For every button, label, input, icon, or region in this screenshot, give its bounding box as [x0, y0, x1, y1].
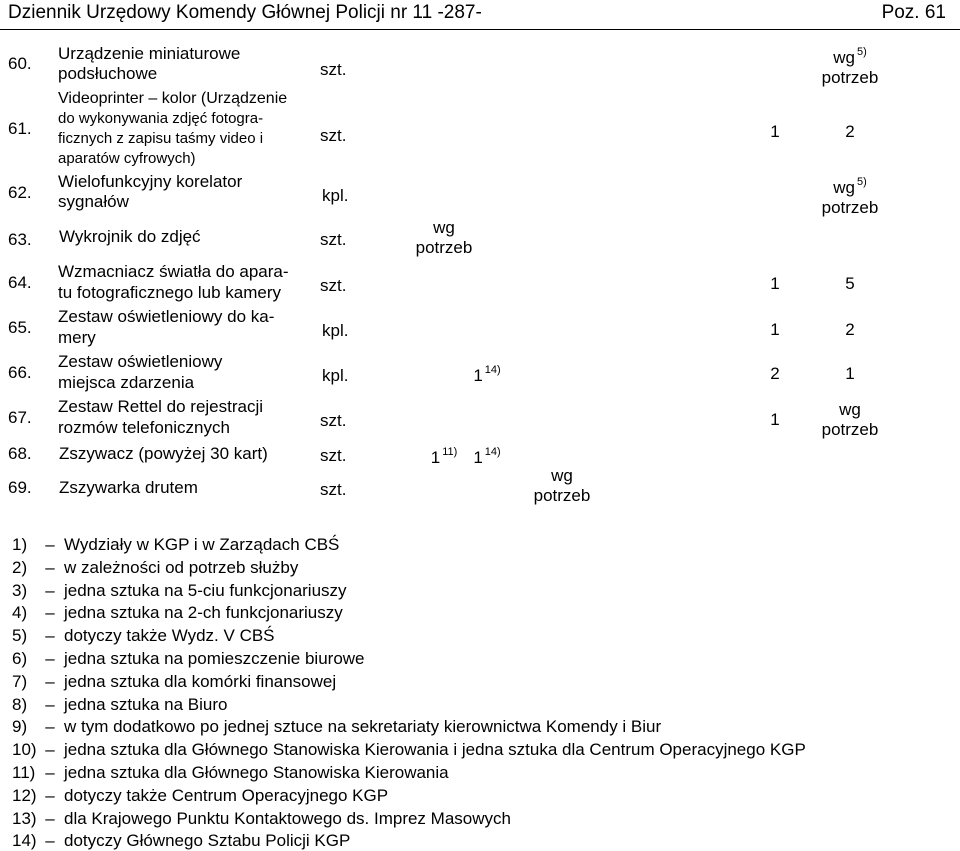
footnote-dash: – — [45, 535, 55, 554]
header-position: Poz. 61 — [881, 2, 946, 23]
footnote — [12, 558, 298, 578]
footnote-dash: – — [45, 785, 55, 805]
footnote-text: w zależności od potrzeb służby — [64, 557, 299, 577]
row-number: 68. — [8, 444, 32, 463]
quantity-value: 1 — [770, 122, 780, 141]
quantity-value: 5 — [845, 274, 855, 293]
quantity-cell — [745, 410, 805, 430]
unit-of-measure: szt. — [320, 230, 347, 249]
quantity-value: 1 — [473, 448, 483, 467]
row-number: 65. — [8, 318, 32, 337]
item-name — [58, 397, 263, 438]
row-number: 66. — [8, 363, 32, 382]
item-name — [58, 89, 287, 169]
header-title: Dziennik Urzędowy Komendy Głównej Policji nr 11 -287- — [8, 2, 482, 23]
footnote-text: dla Krajowego Punktu Kontaktowego ds. Imprez Masowych — [64, 808, 511, 828]
item-name — [59, 444, 268, 464]
footnote-dash: – — [45, 763, 55, 782]
footnote-text: jedna sztuka dla komórki finansowej — [64, 671, 337, 691]
item-name-line: do wykonywania zdjęć fotogra- — [58, 110, 264, 127]
quantity-cell — [820, 364, 880, 384]
quantity-value: 1 — [845, 364, 855, 383]
footnote — [12, 717, 661, 737]
item-name-line: podsłuchowe — [58, 64, 158, 83]
unit-of-measure: szt. — [320, 411, 347, 430]
footnote-number: 12) — [12, 785, 37, 805]
footnote-text: w tym dodatkowo po jednej sztuce na sekretariaty kierownictwa Komendy i Biur — [64, 717, 662, 737]
item-name-line: Wzmacniacz światła do apara- — [58, 262, 289, 281]
footnote-dash: – — [45, 740, 55, 760]
footnote-ref: 11) — [442, 446, 458, 458]
unit-of-measure: szt. — [320, 126, 347, 145]
footnote — [12, 626, 275, 646]
header-rule — [0, 29, 960, 30]
item-name — [58, 172, 242, 212]
item-name-line: tu fotograficznego lub kamery — [58, 283, 282, 302]
quantity-value: 1 — [770, 320, 780, 339]
footnote-text: dotyczy także Centrum Operacyjnego KGP — [64, 785, 389, 805]
footnote-number: 14) — [12, 831, 37, 851]
item-name — [58, 307, 274, 348]
footnote-dash: – — [45, 557, 55, 577]
item-name-line: aparatów cyfrowych) — [58, 150, 196, 167]
footnote-number: 5) — [12, 626, 28, 646]
quantity-value: 1 — [430, 448, 441, 467]
quantity-cell — [457, 364, 517, 386]
quantity-note: potrzeb — [821, 198, 879, 217]
page-header — [0, 0, 960, 30]
quantity-note: potrzeb — [821, 420, 879, 439]
quantity-value: 2 — [770, 364, 780, 383]
row-number: 62. — [8, 183, 32, 202]
footnote-dash: – — [45, 626, 55, 646]
footnote-text: jedna sztuka na pomieszczenie biurowe — [64, 649, 365, 668]
quantity-cell — [532, 466, 592, 506]
quantity-value: 2 — [845, 320, 855, 339]
item-name-line: Zszywarka drutem — [59, 478, 198, 497]
item-name-line: Wykrojnik do zdjęć — [59, 227, 201, 246]
item-name-line: Zestaw Rettel do rejestracji — [58, 397, 264, 416]
quantity-value: 2 — [845, 122, 855, 141]
footnote-dash: – — [45, 808, 55, 828]
quantity-cell — [820, 42, 880, 88]
quantity-value: wg — [833, 48, 855, 67]
quantity-cell — [820, 172, 880, 218]
footnote — [12, 672, 336, 692]
footnote — [12, 535, 339, 555]
quantity-note: potrzeb — [821, 68, 879, 87]
footnote-text: jedna sztuka na 5-ciu funkcjonariuszy — [64, 580, 347, 600]
unit-of-measure: kpl. — [322, 186, 349, 205]
item-name-line: Videoprinter – kolor (Urządzenie — [58, 90, 288, 107]
footnote-number: 6) — [12, 649, 28, 668]
footnote-number: 8) — [12, 694, 28, 714]
quantity-cell — [820, 122, 880, 142]
footnote-dash: – — [45, 694, 55, 714]
footnote-dash: – — [45, 717, 55, 737]
row-number: 64. — [8, 273, 32, 292]
footnote-number: 3) — [12, 580, 28, 600]
quantity-cell — [820, 400, 880, 440]
footnote — [12, 809, 511, 829]
item-name-line: Zestaw oświetleniowy do ka- — [58, 307, 275, 326]
item-name-line: Zestaw oświetleniowy — [58, 352, 223, 371]
footnote-number: 2) — [12, 557, 28, 577]
quantity-value: wg — [551, 466, 573, 485]
footnote — [12, 649, 365, 669]
footnote-ref: 14) — [484, 446, 501, 458]
footnote-text: dotyczy także Wydz. V CBŚ — [64, 626, 275, 646]
footnote-ref: 5) — [856, 46, 867, 58]
quantity-note: potrzeb — [533, 486, 591, 505]
footnote-text: jedna sztuka na 2-ch funkcjonariuszy — [64, 603, 343, 623]
footnote — [12, 740, 806, 760]
footnote — [12, 603, 343, 623]
quantity-value: wg — [839, 400, 861, 419]
row-number: 60. — [8, 54, 32, 73]
quantity-cell — [745, 122, 805, 142]
item-name — [58, 352, 222, 393]
footnote-dash: – — [45, 603, 55, 623]
footnote — [12, 786, 388, 806]
footnote-dash: – — [45, 831, 55, 851]
footnote-number: 7) — [12, 671, 28, 691]
footnote-number: 4) — [12, 603, 28, 623]
quantity-cell — [414, 218, 474, 258]
item-name-line: Urządzenie miniaturowe — [58, 44, 241, 63]
footnote-number: 9) — [12, 717, 28, 737]
footnote — [12, 581, 347, 601]
quantity-cell — [745, 364, 805, 384]
quantity-cell — [745, 320, 805, 340]
quantity-value: 1 — [770, 410, 780, 429]
footnote-number: 1) — [12, 535, 28, 554]
quantity-value: 1 — [770, 274, 780, 293]
footnote-text: Wydziały w KGP i w Zarządach CBŚ — [64, 535, 340, 554]
quantity-cell — [820, 320, 880, 340]
unit-of-measure: szt. — [320, 60, 347, 79]
unit-of-measure: szt. — [320, 446, 347, 465]
item-name-line: Wielofunkcyjny korelator — [58, 172, 243, 191]
quantity-cell — [820, 274, 880, 294]
item-name-line: miejsca zdarzenia — [58, 373, 195, 392]
item-name — [59, 227, 201, 247]
footnote-dash: – — [45, 671, 55, 691]
unit-of-measure: szt. — [320, 276, 347, 295]
quantity-value: wg — [433, 218, 455, 237]
footnote — [12, 695, 228, 715]
row-number: 69. — [8, 478, 32, 497]
item-name — [58, 262, 289, 303]
footnote-ref: 5) — [856, 176, 867, 188]
quantity-cell — [457, 446, 517, 468]
footnote-dash: – — [45, 649, 55, 668]
item-name-line: rozmów telefonicznych — [58, 418, 230, 437]
row-number: 63. — [8, 230, 32, 249]
quantity-note: potrzeb — [415, 238, 473, 257]
footnote-number: 11) — [12, 763, 36, 782]
quantity-value: wg — [833, 178, 855, 197]
quantity-cell — [745, 274, 805, 294]
item-name — [59, 478, 198, 498]
footnote-text: jedna sztuka dla Głównego Stanowiska Kierowania i jedna sztuka dla Centrum Operacyjnego KGP — [64, 740, 806, 760]
item-name-line: mery — [58, 328, 96, 347]
unit-of-measure: kpl. — [322, 366, 349, 385]
footnote-number: 13) — [12, 808, 37, 828]
footnote — [12, 831, 350, 851]
footnote-text: dotyczy Głównego Sztabu Policji KGP — [64, 831, 351, 851]
footnote-ref: 14) — [484, 364, 501, 376]
row-number: 61. — [8, 119, 32, 138]
footnote — [12, 763, 449, 783]
footnote-dash: – — [45, 580, 55, 600]
row-number: 67. — [8, 408, 32, 427]
unit-of-measure: kpl. — [322, 321, 349, 340]
item-name-line: ficznych z zapisu taśmy video i — [58, 130, 264, 147]
item-name-line: sygnałów — [58, 192, 129, 211]
quantity-value: 1 — [473, 366, 483, 385]
footnote-number: 10) — [12, 740, 37, 760]
footnote-text: jedna sztuka dla Głównego Stanowiska Kierowania — [64, 763, 449, 782]
item-name-line: Zszywacz (powyżej 30 kart) — [59, 444, 268, 463]
item-name — [58, 44, 240, 84]
footnote-text: jedna sztuka na Biuro — [64, 694, 228, 714]
unit-of-measure: szt. — [320, 480, 347, 499]
